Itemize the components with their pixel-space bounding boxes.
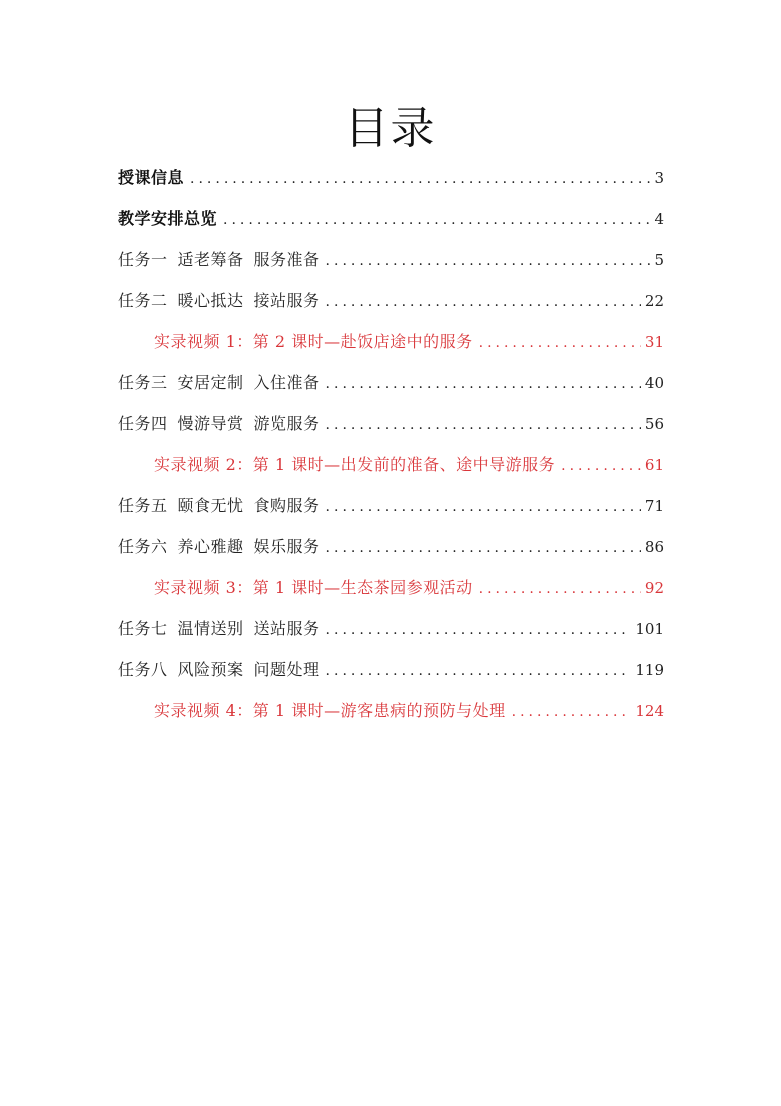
task-service: 接站服务 <box>253 291 320 310</box>
toc-entry-task-3[interactable] <box>118 362 664 403</box>
toc-entry-task-8[interactable] <box>118 649 664 690</box>
task-service: 送站服务 <box>253 619 320 638</box>
task-number: 任务七 <box>118 619 168 638</box>
task-number: 任务四 <box>118 414 168 433</box>
video-link-label: 实录视频 4：第 1 课时—游客患病的预防与处理 <box>154 701 506 720</box>
toc-entry-label <box>118 526 320 567</box>
toc-entry-task-4[interactable] <box>118 403 664 444</box>
task-service: 娱乐服务 <box>253 537 320 556</box>
toc-entry-task-2[interactable] <box>118 280 664 321</box>
dot-leader <box>326 405 641 444</box>
toc-entry-video-1[interactable] <box>118 321 664 362</box>
table-of-contents <box>118 157 664 731</box>
toc-entry-label <box>118 403 320 444</box>
task-theme: 暖心抵达 <box>177 291 244 310</box>
dot-leader <box>326 528 641 567</box>
toc-page-number: 5 <box>654 251 664 269</box>
task-theme: 风险预案 <box>177 660 244 679</box>
toc-entry-label <box>118 485 320 526</box>
toc-page-number: 31 <box>644 333 664 351</box>
toc-entry-label <box>118 280 320 321</box>
toc-entry-label <box>118 239 320 280</box>
toc-entry-video-2[interactable] <box>118 444 664 485</box>
toc-page-number: 61 <box>644 456 664 474</box>
toc-page-number: 22 <box>644 292 664 310</box>
task-theme: 温情送别 <box>177 619 244 638</box>
video-link-label: 实录视频 3：第 1 课时—生态茶园参观活动 <box>154 578 473 597</box>
dot-leader <box>561 446 641 485</box>
toc-entry-label <box>118 649 320 690</box>
toc-entry-label: 授课信息 <box>118 168 185 187</box>
toc-page-number: 40 <box>644 374 664 392</box>
dot-leader <box>326 487 641 526</box>
dot-leader <box>479 323 641 362</box>
toc-entry-teaching-overview[interactable] <box>118 198 664 239</box>
dot-leader <box>326 282 641 321</box>
dot-leader <box>190 159 650 198</box>
task-theme: 安居定制 <box>177 373 244 392</box>
toc-entry-course-info[interactable] <box>118 157 664 198</box>
video-link-label: 实录视频 1：第 2 课时—赴饭店途中的服务 <box>154 332 473 351</box>
video-link-label: 实录视频 2：第 1 课时—出发前的准备、途中导游服务 <box>154 455 556 474</box>
task-number: 任务三 <box>118 373 168 392</box>
toc-page-number: 119 <box>635 661 664 679</box>
toc-entry-video-4[interactable] <box>118 690 664 731</box>
task-number: 任务一 <box>118 250 168 269</box>
dot-leader <box>512 692 632 731</box>
task-number: 任务二 <box>118 291 168 310</box>
toc-page-number: 124 <box>635 702 664 720</box>
dot-leader <box>326 651 632 690</box>
toc-entry-label <box>118 608 320 649</box>
task-service: 食购服务 <box>253 496 320 515</box>
dot-leader <box>326 610 632 649</box>
toc-page-number: 92 <box>644 579 664 597</box>
task-theme: 养心雅趣 <box>177 537 244 556</box>
toc-page-number: 56 <box>644 415 664 433</box>
toc-page-number: 71 <box>644 497 664 515</box>
task-service: 服务准备 <box>253 250 320 269</box>
toc-page-number: 4 <box>654 210 664 228</box>
toc-page-number: 101 <box>635 620 664 638</box>
page-title: 目录 <box>344 103 437 154</box>
task-theme: 适老筹备 <box>177 250 244 269</box>
dot-leader <box>326 241 651 280</box>
dot-leader <box>479 569 641 608</box>
task-service: 问题处理 <box>253 660 320 679</box>
toc-entry-label: 教学安排总览 <box>118 209 218 228</box>
task-service: 入住准备 <box>253 373 320 392</box>
toc-entry-task-6[interactable] <box>118 526 664 567</box>
toc-page-number: 86 <box>644 538 664 556</box>
task-number: 任务六 <box>118 537 168 556</box>
toc-page-number: 3 <box>654 169 664 187</box>
toc-entry-task-1[interactable] <box>118 239 664 280</box>
task-theme: 慢游导赏 <box>177 414 244 433</box>
task-service: 游览服务 <box>253 414 320 433</box>
task-number: 任务八 <box>118 660 168 679</box>
dot-leader <box>326 364 641 403</box>
toc-entry-video-3[interactable] <box>118 567 664 608</box>
task-theme: 颐食无忧 <box>177 496 244 515</box>
task-number: 任务五 <box>118 496 168 515</box>
dot-leader <box>223 200 650 239</box>
toc-entry-label <box>118 362 320 403</box>
toc-entry-task-5[interactable] <box>118 485 664 526</box>
toc-entry-task-7[interactable] <box>118 608 664 649</box>
